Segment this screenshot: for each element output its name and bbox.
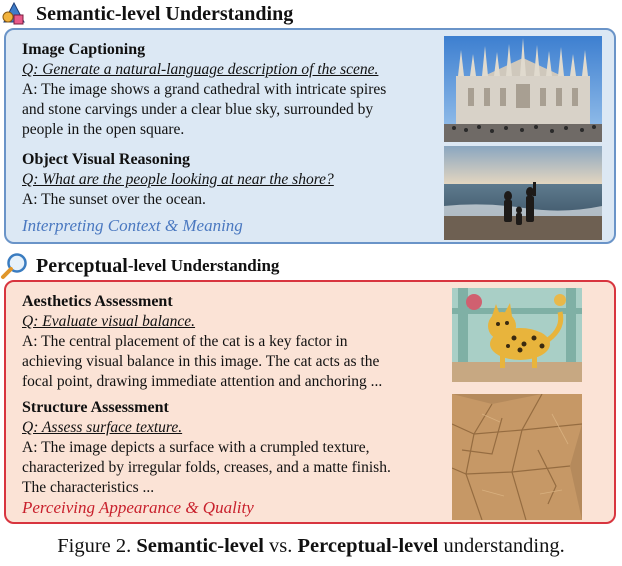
beach-sunset-image (444, 146, 602, 240)
object-reasoning-block (22, 150, 442, 210)
item-heading: Aesthetics Assessment (22, 293, 173, 310)
perceptual-tagline: Perceiving Appearance & Quality (22, 498, 254, 517)
semantic-section-title (0, 0, 293, 28)
answer-line: achieving visual balance in this image. The cat acts as the (22, 353, 380, 370)
item-question: Q: Evaluate visual balance. (22, 313, 196, 330)
answer-line: A: The sunset over the ocean. (22, 191, 206, 208)
perceptual-title-rest: -level Understanding (127, 256, 280, 275)
answer-line: and stone carvings under a clear blue sky, surrounded by (22, 101, 374, 118)
caption-prefix: Figure 2. (57, 535, 137, 557)
item-question: Q: What are the people looking at near the shore? (22, 171, 334, 188)
perceptual-section-title (0, 252, 279, 280)
answer-line: focal point, drawing immediate attention and anchoring ... (22, 373, 383, 390)
answer-line: people in the open square. (22, 121, 185, 138)
cat-illustration-image (452, 288, 582, 382)
caption-mid: vs. (263, 535, 298, 557)
item-heading: Object Visual Reasoning (22, 151, 191, 168)
semantic-title-text: Semantic-level Understanding (36, 2, 294, 25)
item-heading: Structure Assessment (22, 399, 169, 416)
item-heading: Image Captioning (22, 41, 146, 58)
caption-suffix: understanding. (438, 535, 565, 557)
cathedral-image (444, 36, 602, 142)
answer-line: The characteristics ... (22, 479, 155, 496)
caption-bold-perceptual: Perceptual-level (297, 535, 439, 557)
answer-line: A: The image shows a grand cathedral with intricate spires (22, 81, 387, 98)
semantic-tagline: Interpreting Context & Meaning (22, 216, 243, 235)
figure-caption (0, 535, 622, 558)
magnifier-icon (0, 252, 30, 280)
crumpled-texture-image (452, 394, 582, 520)
item-question: Q: Assess surface texture. (22, 419, 183, 436)
shapes-icon (0, 0, 30, 28)
answer-line: A: The central placement of the cat is a key factor in (22, 333, 348, 350)
semantic-panel (4, 28, 616, 244)
perceptual-title-big: Perceptual (36, 254, 128, 277)
perceptual-panel (4, 280, 616, 524)
answer-line: characterized by irregular folds, creases, and a matte finish. (22, 459, 391, 476)
image-captioning-block (22, 40, 442, 140)
answer-line: A: The image depicts a surface with a crumpled texture, (22, 439, 370, 456)
structure-assessment-block (22, 398, 442, 498)
caption-bold-semantic: Semantic-level (136, 535, 264, 557)
item-question: Q: Generate a natural-language description of the scene. (22, 61, 379, 78)
aesthetics-assessment-block (22, 292, 442, 392)
